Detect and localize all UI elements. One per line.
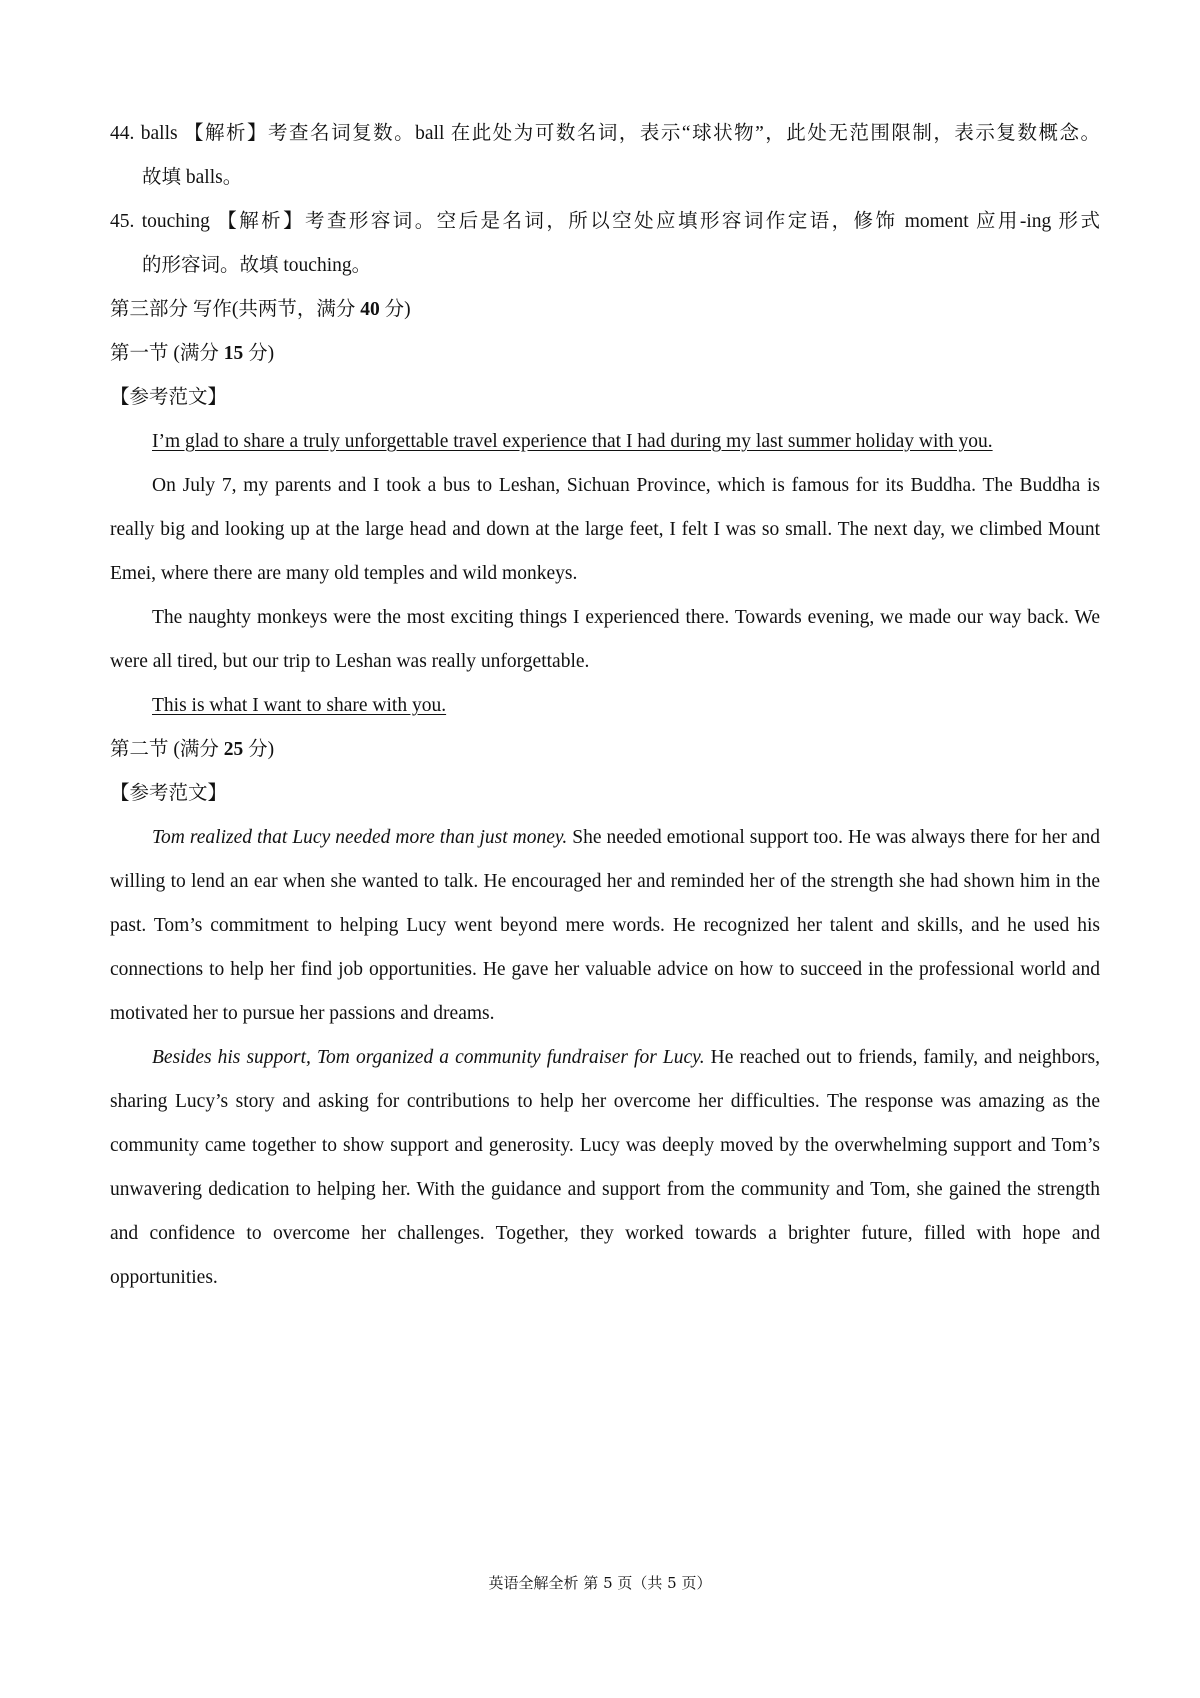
- document-page: [110, 112, 1100, 1300]
- answer-44-line2: 故填 balls。: [142, 167, 243, 188]
- page-footer: 英语全解全析 第 5 页（共 5 页）: [488, 1574, 712, 1592]
- section2-paragraph-2: Besides his support, Tom organized a community fundraiser for Lucy. He reached out to friends, family, and neighbors, sharing Lucy’s story and asking for contributions to help her overcome her difficulties. The response was amazing as the community came together to show support and generosity. Lucy was deeply moved by the overwhelming support and Tom’s unwavering dedication to helping her. With the guidance and support from the community and Tom, she gained the strength and confidence to overcome her challenges. Together, they worked towards a brighter future, filled with hope and opportunities.: [110, 1047, 1101, 1288]
- section2-reference-label: 【参考范文】: [110, 783, 228, 804]
- section1-heading: 第一节 (满分 15 分): [110, 343, 275, 364]
- section2-heading: 第二节 (满分 25 分): [110, 739, 275, 760]
- answer-44-line1: 44. balls 【解析】考查名词复数。ball 在此处为可数名词，表示“球状物”，此处无范围限制，表示复数概念。: [110, 123, 1100, 144]
- section1-paragraph-2: On July 7, my parents and I took a bus to Leshan, Sichuan Province, which is famous for its Buddha. The Buddha is really big and looking up at the large head and down at the large feet, I felt I was so small. The next day, we climbed Mount Emei, where there are many old temples and wild monkeys.: [110, 475, 1100, 584]
- section1-paragraph-3: The naughty monkeys were the most exciting things I experienced there. Towards evening, we made our way back. We were all tired, but our trip to Leshan was really unforgettable.: [110, 607, 1100, 672]
- section1-paragraph-4: This is what I want to share with you.: [152, 695, 447, 716]
- answer-45-line2: 的形容词。故填 touching。: [142, 255, 372, 276]
- section1-reference-label: 【参考范文】: [110, 387, 228, 408]
- section1-paragraph-1: I’m glad to share a truly unforgettable travel experience that I had during my last summer holiday with you.: [152, 431, 993, 452]
- answer-45-line1: 45. touching 【解析】考查形容词。空后是名词，所以空处应填形容词作定语，修饰 moment 应用-ing 形式: [110, 211, 1100, 232]
- part3-title: 第三部分 写作(共两节，满分 40 分): [110, 299, 411, 320]
- section2-paragraph-1: Tom realized that Lucy needed more than just money. She needed emotional support too. He was always there for her and willing to lend an ear when she wanted to talk. He encouraged her and reminded her of the strength she had shown him in the past. Tom’s commitment to helping Lucy went beyond mere words. He recognized her talent and skills, and he used his connections to help her find job opportunities. He gave her valuable advice on how to succeed in the professional world and motivated her to pursue her passions and dreams.: [110, 827, 1100, 1024]
